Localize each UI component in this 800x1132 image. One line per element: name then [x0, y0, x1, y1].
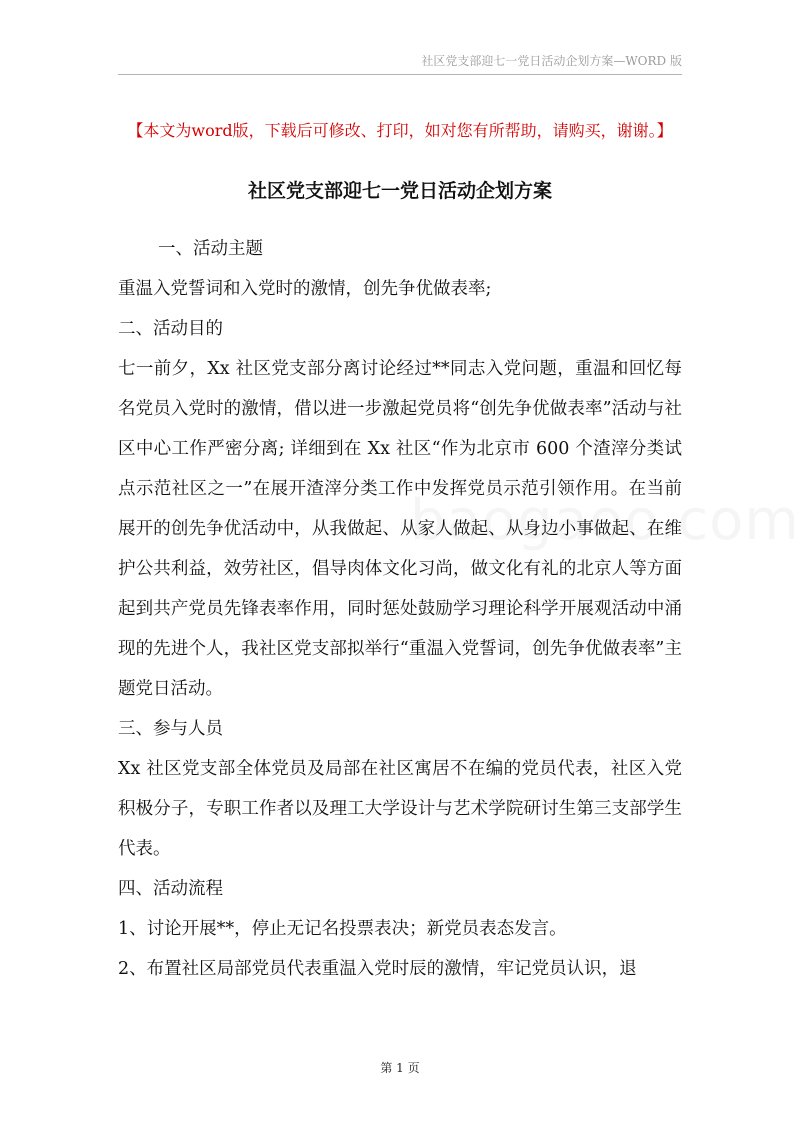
paragraph-participants: Xx 社区党支部全体党员及局部在社区寓居不在编的党员代表，社区入党积极分子，专职工作者以及理工大学设计与艺术学院研讨生第三支部学生代表。 — [118, 759, 682, 859]
document-body — [118, 229, 682, 989]
paragraph-theme: 重温入党誓词和入党时的激情，创先争优做表率; — [118, 279, 492, 299]
process-step-1: 1、讨论开展**，停止无记名投票表决；新党员表态发言。 — [118, 919, 567, 939]
section-heading-theme: 一、活动主题 — [158, 239, 263, 259]
paragraph-purpose: 七一前夕，Xx 社区党支部分离讨论经过**同志入党问题，重温和回忆每名党员入党时的激情，借以进一步激起党员将“创先争优做表率”活动与社区中心工作严密分离; 详细到在 Xx 社区“作为北京市 600 个渣滓分类试点示范社区之一”在展开渣滓分类工作中发挥党员示范引领作用。在当前展开的创先争优活动中，从我做起、从家人做起、从身边小事做起、在维护公共利益，效劳社区，倡导肉体文化习尚，做文化有礼的北京人等方面起到共产党员先锋表率作用，同时惩处鼓励学习理论科学开展观活动中涌现的先进个人，我社区党支部拟举行“重温入党誓词，创先争优做表率”主题党日活动。 — [118, 359, 682, 699]
process-step-2: 2、布置社区局部党员代表重温入党时辰的激情，牢记党员认识，退 — [118, 959, 637, 979]
running-header: 社区党支部迎七一党日活动企划方案—WORD 版 — [421, 54, 682, 68]
document-title: 社区党支部迎七一党日活动企划方案 — [247, 180, 552, 202]
section-heading-participants: 三、参与人员 — [118, 719, 223, 739]
header-divider — [118, 74, 682, 75]
section-heading-purpose: 二、活动目的 — [118, 319, 223, 339]
page-number: 第 1 页 — [380, 1061, 420, 1075]
download-notice: 【本文为word版，下载后可修改、打印，如对您有所帮助，请购买，谢谢。】 — [127, 121, 673, 140]
section-heading-process: 四、活动流程 — [118, 879, 223, 899]
